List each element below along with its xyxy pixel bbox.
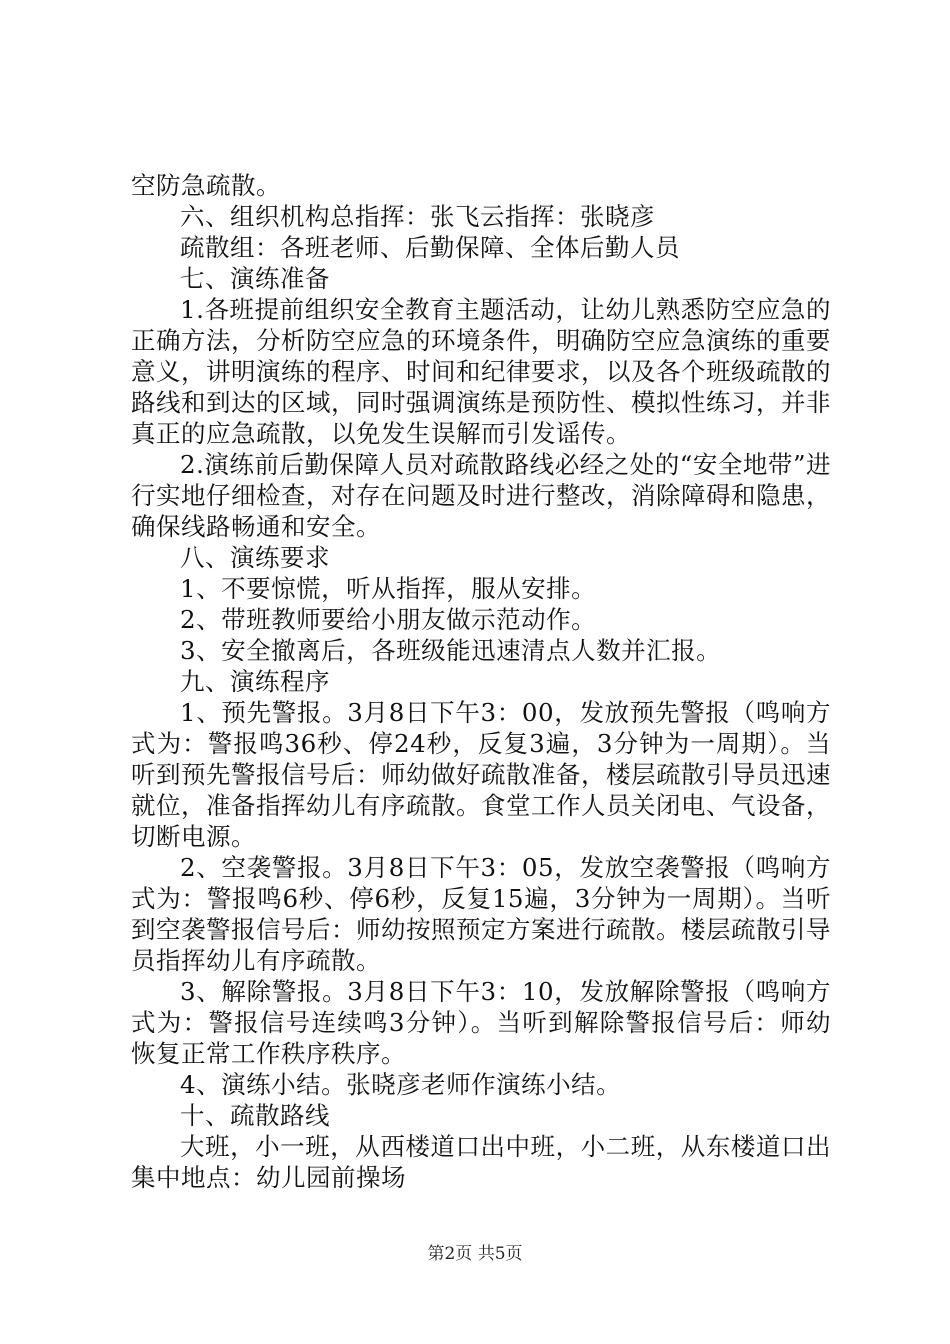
document-body [131, 170, 831, 1193]
section-seven-heading: 七、演练准备 [180, 264, 330, 293]
evacuation-route-text: 大班，小一班，从西楼道口出中班，小二班，从东楼道口出集中地点：幼儿园前操场 [131, 1132, 831, 1192]
section-six-heading: 六、组织机构总指挥：张飞云指挥：张晓彦 [180, 202, 655, 231]
page-number-footer: 第2页 共5页 [427, 1244, 523, 1264]
section-ten-heading: 十、疏散路线 [180, 1101, 330, 1130]
evacuation-group-line: 疏散组：各班老师、后勤保障、全体后勤人员 [180, 233, 680, 262]
section-eight-heading: 八、演练要求 [180, 543, 330, 572]
preparation-item-2: 2.演练前后勤保障人员对疏散路线必经之处的“安全地带”进行实地仔细检查，对存在问题及时进行整改，消除障碍和隐患，确保线路畅通和安全。 [131, 450, 831, 541]
procedure-item-1: 1、预先警报。3月8日下午3：00，发放预先警报（鸣响方式为：警报鸣36秒、停24秒，反复3遍，3分钟为一周期）。当听到预先警报信号后：师幼做好疏散准备，楼层疏散引导员迅速就位，准备指挥幼儿有序疏散。食堂工作人员关闭电、气设备，切断电源。 [131, 698, 831, 851]
paragraph-continuation: 空防急疏散。 [131, 171, 281, 200]
requirement-item-2: 2、带班教师要给小朋友做示范动作。 [180, 605, 597, 634]
requirement-item-1: 1、不要惊慌，听从指挥，服从安排。 [180, 574, 597, 603]
preparation-item-1: 1.各班提前组织安全教育主题活动，让幼儿熟悉防空应急的正确方法，分析防空应急的环境条件，明确防空应急演练的重要意义，讲明演练的程序、时间和纪律要求，以及各个班级疏散的路线和到达的区域，同时强调演练是预防性、模拟性练习，并非真正的应急疏散，以免发生误解而引发谣传。 [131, 295, 831, 448]
procedure-item-4: 4、演练小结。张晓彦老师作演练小结。 [180, 1070, 622, 1099]
requirement-item-3: 3、安全撤离后，各班级能迅速清点人数并汇报。 [180, 636, 722, 665]
procedure-item-3: 3、解除警报。3月8日下午3：10，发放解除警报（鸣响方式为：警报信号连续鸣3分钟）。当听到解除警报信号后：师幼恢复正常工作秩序秩序。 [131, 977, 831, 1068]
section-nine-heading: 九、演练程序 [180, 667, 330, 696]
procedure-item-2: 2、空袭警报。3月8日下午3：05，发放空袭警报（鸣响方式为：警报鸣6秒、停6秒，反复15遍，3分钟为一周期）。当听到空袭警报信号后：师幼按照预定方案进行疏散。楼层疏散引导员指挥幼儿有序疏散。 [131, 853, 831, 975]
